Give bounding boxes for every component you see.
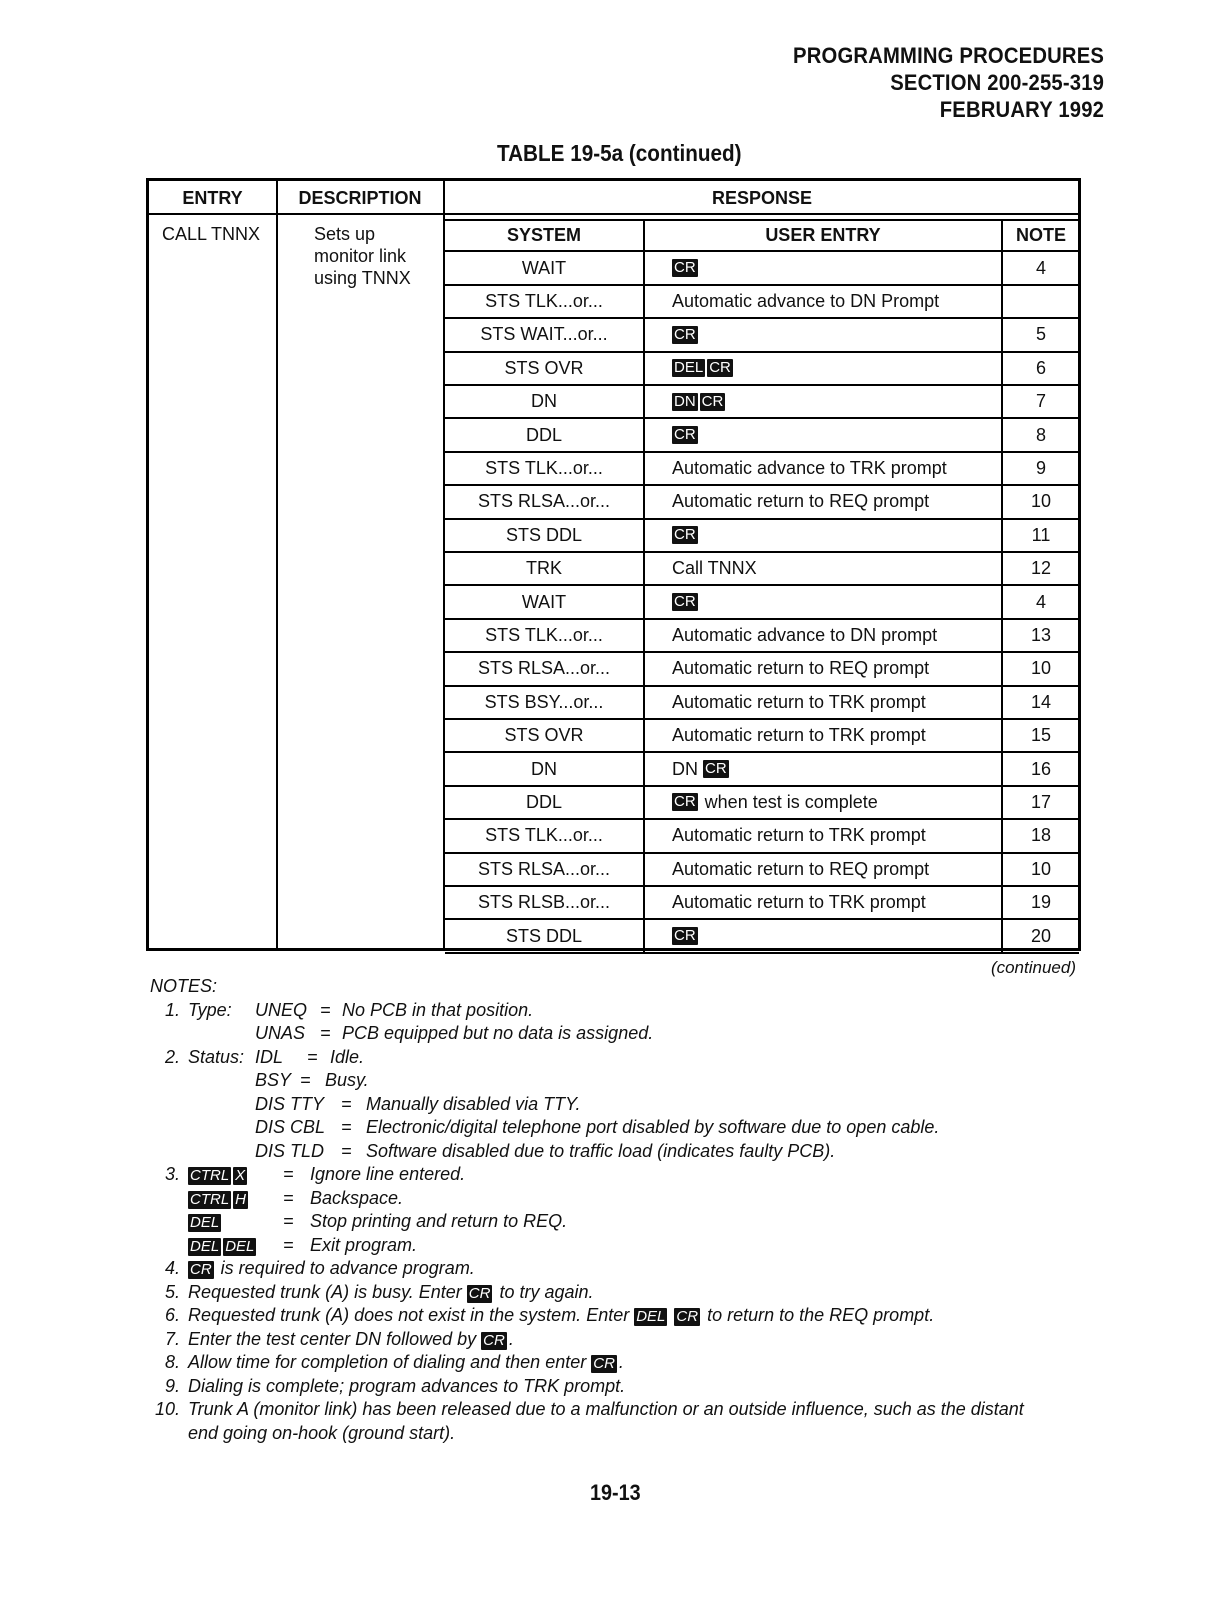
user-entry-text: Automatic return to REQ prompt [672,491,930,512]
continued-label: (continued) [990,958,1076,977]
note-term: IDL [255,1046,284,1067]
entry-value: CALL TNNX [162,224,261,244]
header-divider [149,213,1078,215]
note-text: end going on-hook (ground start). [188,1422,456,1443]
del-key-icon: DEL [190,1237,220,1255]
cr-key-icon: CR [674,426,696,444]
note-equals: = [341,1093,352,1114]
table-row [445,920,1079,953]
description-line: monitor link [314,246,407,266]
note-cell: 8 [1035,424,1046,445]
system-cell: STS WAIT...or... [445,319,645,350]
note-cell: 18 [1030,825,1052,846]
del-key-icon: DEL [190,1214,220,1231]
note-equals: = [283,1187,294,1208]
user-entry-cell [645,753,1003,784]
user-entry-text: when test is complete [699,791,878,812]
note-number: 7. [164,1328,180,1349]
note-2-line [150,1116,1110,1140]
note-column-header: NOTE [1015,225,1066,246]
system-column-header: SYSTEM [445,221,645,250]
note-text: Allow time for completion of dialing and then enter [188,1352,592,1372]
del-key-icon: DEL [636,1308,666,1325]
note-9 [150,1375,1110,1399]
note-cell: 4 [1035,257,1046,278]
cr-key-icon: CR [593,1355,615,1372]
table-row [445,586,1079,619]
note-number: 3. [164,1164,180,1184]
cr-key-icon: CR [483,1331,505,1349]
header-line-2: SECTION 200-255-319 [890,70,1104,95]
user-entry-cell [645,520,1003,551]
note-5 [150,1281,1110,1305]
note-cell: 15 [1030,725,1052,746]
user-entry-text: Call TNNX [672,558,757,579]
table-row [445,687,1079,720]
user-entry-cell [645,920,1003,951]
table-row [445,486,1079,519]
system-cell: STS TLK...or... [445,453,645,484]
table-row [445,787,1079,820]
table-row [445,653,1079,686]
note-value: Backspace. [310,1187,404,1208]
table-title: TABLE 19-5a (continued) [497,140,742,166]
table-row [445,720,1079,753]
user-entry-cell [645,319,1003,350]
note-term: DIS CBL [255,1117,326,1137]
note-equals: = [307,1046,318,1067]
user-entry-prefix: DN [672,758,703,779]
note-text: Requested trunk (A) is busy. Enter [188,1281,467,1302]
user-entry-cell [645,252,1003,283]
system-cell: STS RLSB...or... [445,887,645,918]
note-text: Trunk A (monitor link) has been released due to a malfunction or an outside influence, such as the distant [188,1399,1024,1419]
note-10 [150,1398,1110,1422]
note-equals: = [320,1023,331,1043]
description-line: Sets up [314,224,376,244]
note-value: Manually disabled via TTY. [366,1093,581,1114]
system-cell: STS TLK...or... [445,620,645,651]
del-key-icon: DEL [225,1237,255,1255]
user-entry-text: Automatic advance to TRK prompt [672,457,947,478]
note-text: Dialing is complete; program advances to TRK prompt. [188,1375,626,1396]
note-2-line [150,1093,1110,1117]
note-value: Stop printing and return to REQ. [310,1211,568,1231]
h-key-icon: H [235,1190,247,1208]
note-cell: 10 [1030,858,1052,879]
cr-key-icon: CR [674,259,696,277]
cr-key-icon: CR [468,1284,491,1302]
note-number: 10. [154,1399,180,1419]
system-cell: STS RLSA...or... [445,854,645,885]
note-cell: 20 [1030,925,1052,946]
user-entry-cell [645,720,1003,751]
table-row [445,453,1079,486]
table-row [445,353,1079,386]
user-entry-text: Automatic return to TRK prompt [672,725,926,746]
user-entry-text: Automatic return to TRK prompt [672,892,926,913]
system-cell: STS BSY...or... [445,687,645,718]
system-cell: DDL [445,787,645,818]
table-row [445,854,1079,887]
note-cell: 17 [1030,791,1052,812]
user-entry-cell [645,887,1003,918]
note-cell: 12 [1030,558,1052,579]
note-number: 6. [164,1305,180,1325]
note-cell: 5 [1035,324,1046,345]
system-cell: STS OVR [445,353,645,384]
table-row [445,419,1079,452]
table-row [445,753,1079,786]
cr-key-icon: CR [676,1308,699,1325]
table-row [445,252,1079,285]
note-text: to return to the REQ prompt. [702,1305,935,1325]
subtable-header-row [445,219,1079,252]
response-table [146,178,1081,951]
note-text: is required to advance program. [215,1258,475,1278]
table-row [445,820,1079,853]
note-cell: 6 [1035,357,1046,378]
note-2-line [150,1069,1110,1093]
note-cell: 10 [1030,491,1052,512]
cr-key-icon: CR [674,793,696,811]
page-number: 19-13 [590,1480,641,1505]
note-7 [150,1328,1110,1352]
note-cell [1003,286,1079,317]
cr-key-icon: CR [674,325,696,343]
note-text: Enter the test center DN followed by [188,1328,482,1349]
note-equals: = [341,1140,352,1161]
note-3 [150,1163,1110,1187]
del-key-icon: DEL [674,359,704,377]
user-entry-cell [645,453,1003,484]
note-cell: 11 [1031,524,1051,545]
ctrl-key-icon: CTRL [190,1190,230,1208]
note-value: Idle. [330,1046,365,1067]
entry-column-header: ENTRY [182,188,243,208]
user-entry-text: Automatic return to TRK prompt [672,691,926,712]
page-header [793,42,1104,123]
note-value: Busy. [325,1070,369,1090]
system-cell: STS DDL [445,520,645,551]
cr-key-icon: CR [674,593,696,611]
user-entry-cell [645,787,1003,818]
cr-key-icon: CR [709,359,731,377]
note-equals: = [300,1070,311,1090]
note-term: BSY [255,1070,292,1090]
note-value: Exit program. [310,1234,418,1255]
user-entry-cell [645,820,1003,851]
description-column-header: DESCRIPTION [298,188,422,208]
user-entry-cell [645,286,1003,317]
note-text: Requested trunk (A) does not exist in the system. Enter [188,1305,635,1325]
note-equals: = [283,1234,294,1255]
user-entry-cell [645,653,1003,684]
user-entry-cell [645,620,1003,651]
note-8 [150,1351,1110,1375]
note-3-line [150,1210,1110,1234]
system-cell: DDL [445,419,645,450]
note-equals: = [341,1117,352,1137]
user-entry-text: Automatic return to TRK prompt [672,825,926,846]
user-entry-cell [645,687,1003,718]
column-divider [276,181,278,948]
table-row [445,620,1079,653]
system-cell: STS DDL [445,920,645,951]
notes-title: NOTES: [150,976,218,996]
note-number: 5. [164,1281,180,1302]
note-cell: 13 [1030,624,1052,645]
description-line: using TNNX [314,268,411,288]
response-column-header: RESPONSE [711,188,813,208]
user-entry-text: Automatic return to REQ prompt [672,658,930,679]
table-row [445,887,1079,920]
note-value: No PCB in that position. [342,999,534,1020]
header-line-1: PROGRAMMING PROCEDURES [792,43,1104,68]
description-value [314,223,411,289]
system-cell: STS TLK...or... [445,286,645,317]
note-cell: 14 [1030,691,1052,712]
note-value: PCB equipped but no data is assigned. [342,1023,654,1043]
note-2-line [150,1140,1110,1164]
notes-title-line [150,975,1110,999]
note-cell: 9 [1035,457,1046,478]
note-number: 4. [164,1258,180,1278]
note-number: 2. [164,1046,180,1067]
note-equals: = [320,999,331,1020]
note-term: DIS TTY [255,1093,325,1114]
note-term: UNEQ [255,999,308,1020]
user-entry-text: Automatic return to REQ prompt [672,858,930,879]
note-number: 8. [164,1352,180,1372]
note-1-line [150,1022,1110,1046]
system-cell: DN [445,386,645,417]
cr-key-icon: CR [701,392,724,410]
table-row [445,553,1079,586]
system-cell: DN [445,753,645,784]
note-10-line [150,1422,1110,1446]
note-intro: Type: [188,999,232,1020]
note-text: . [618,1352,624,1372]
system-cell: STS RLSA...or... [445,653,645,684]
note-cell: 7 [1035,391,1046,412]
ctrl-key-icon: CTRL [190,1167,230,1184]
system-cell: WAIT [445,252,645,283]
note-term: UNAS [255,1023,306,1043]
note-equals: = [283,1211,294,1231]
x-key-icon: X [235,1167,246,1184]
note-intro: Status: [188,1046,245,1067]
note-6 [150,1304,1110,1328]
note-value: Software disabled due to traffic load (indicates faulty PCB). [366,1140,836,1161]
note-text: to try again. [494,1281,594,1302]
note-1 [150,999,1110,1023]
cr-key-icon: CR [674,927,696,945]
cr-key-icon: CR [674,526,696,544]
note-equals: = [283,1164,294,1184]
note-number: 9. [164,1375,180,1396]
system-cell: WAIT [445,586,645,617]
notes-section [150,975,1110,1445]
user-entry-text: Automatic advance to DN Prompt [672,290,940,311]
note-2 [150,1046,1110,1070]
system-cell: STS RLSA...or... [445,486,645,517]
user-entry-cell [645,386,1003,417]
user-entry-column-header: USER ENTRY [645,221,1003,250]
note-4 [150,1257,1110,1281]
note-cell: 19 [1030,892,1052,913]
table-row [445,520,1079,553]
system-cell: STS TLK...or... [445,820,645,851]
note-3-line [150,1234,1110,1258]
cr-key-icon: CR [705,760,727,778]
note-3-line [150,1187,1110,1211]
cr-key-icon: CR [190,1261,212,1278]
user-entry-cell [645,586,1003,617]
table-row [445,319,1079,352]
system-cell: STS OVR [445,720,645,751]
note-text: . [508,1328,514,1349]
table-row [445,386,1079,419]
note-cell: 4 [1035,591,1046,612]
user-entry-cell [645,854,1003,885]
user-entry-cell [645,486,1003,517]
header-line-3: FEBRUARY 1992 [939,97,1104,122]
user-entry-cell [645,419,1003,450]
user-entry-cell [645,353,1003,384]
user-entry-cell [645,553,1003,584]
note-value: Ignore line entered. [310,1164,466,1184]
note-term: DIS TLD [255,1140,325,1161]
dn-key-icon: DN [674,392,696,410]
user-entry-text: Automatic advance to DN prompt [672,624,938,645]
note-number: 1. [164,999,180,1020]
system-cell: TRK [445,553,645,584]
note-cell: 16 [1030,758,1052,779]
note-cell: 10 [1030,658,1052,679]
note-value: Electronic/digital telephone port disabled by software due to open cable. [366,1117,940,1137]
table-row [445,286,1079,319]
